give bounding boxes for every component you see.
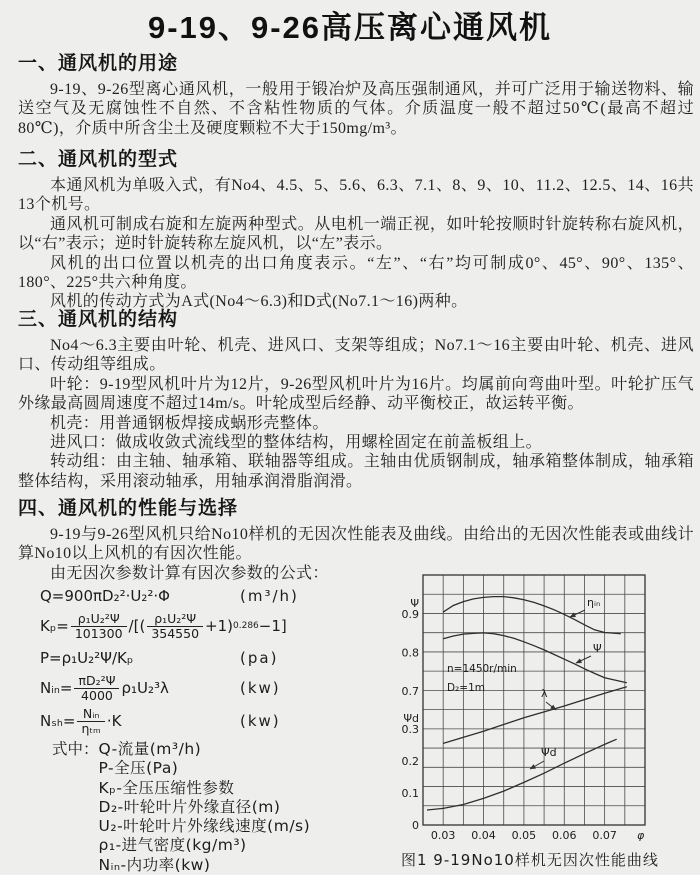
- chart-grid: [423, 575, 645, 825]
- paragraph: 通风机可制成右旋和左旋两种型式。从电机一端正视，如叶轮按顺时针旋转称右旋风机，以“右”表示；逆时针旋转称左旋风机，以“左”表示。: [18, 215, 694, 253]
- x-axis-label: φ: [637, 829, 645, 842]
- paragraph: 9-19与9-26型风机只给No10样机的无因次性能表及曲线。由给出的无因次性能表或曲线计算No10以上风机的有因次性能。: [18, 526, 694, 563]
- fraction-denominator: ηₜₘ: [81, 720, 101, 736]
- x-tick-label: 0.04: [471, 829, 496, 842]
- y-tick-label: 0.2: [401, 755, 419, 768]
- y-tick-label: 0: [412, 819, 419, 832]
- curve-label-arrow-psi-d: [530, 761, 544, 769]
- symbol-definition: D₂-叶轮叶片外缘直径(m): [98, 797, 281, 816]
- formula-unit: (kw): [240, 712, 281, 730]
- fraction-numerator: ρ₁U₂²Ψ: [147, 612, 203, 627]
- formula-text: ·K: [106, 712, 122, 730]
- curve-label-arrow-lambda: [546, 702, 556, 710]
- formula-row: [18, 585, 398, 607]
- curve-label-lambda: λ: [541, 687, 548, 700]
- y-axis-lower-label: Ψd: [403, 712, 419, 725]
- section-1: [18, 48, 694, 138]
- annotation-speed: n=1450r/min: [447, 663, 517, 675]
- formula-row: [18, 705, 398, 737]
- symbol-definition: Nᵢₙ-内功率(kw): [98, 855, 211, 874]
- formula-unit: (m³/h): [240, 587, 299, 605]
- curve-lambda: [443, 687, 627, 744]
- symbol-definition: P-全压(Pa): [98, 759, 179, 778]
- where-label: 式中：: [52, 740, 99, 758]
- formula-text: +1): [205, 617, 233, 635]
- document-title: 9-19、9-26高压离心通风机: [147, 10, 553, 45]
- section-heading: 三、通风机的结构: [18, 309, 179, 330]
- symbol-definition: ρ₁-进气密度(kg/m³): [98, 836, 247, 855]
- formula-text: P=ρ₁U₂²Ψ/Kₚ: [40, 649, 134, 667]
- fraction-numerator: πD₂²Ψ: [74, 674, 119, 689]
- x-tick-label: 0.05: [511, 829, 537, 842]
- symbol-definitions: [52, 740, 310, 875]
- section-3: [18, 304, 694, 491]
- y-tick-label: 0.9: [401, 608, 419, 621]
- formula-text: −1]: [258, 617, 287, 635]
- figure-caption: 图1 9-19No10样机无因次性能曲线: [401, 851, 659, 869]
- formula-fraction: [77, 707, 104, 736]
- y-tick-label: 0.7: [401, 685, 419, 699]
- paragraph: 转动组：由主轴、轴承箱、联轴器等组成。主轴由优质钢制成，轴承箱整体制成，轴承箱整体结构，采用滚动轴承，用轴承润滑脂润滑。: [18, 453, 694, 490]
- y-tick-label: 0.8: [401, 646, 419, 660]
- section-heading: 四、通风机的性能与选择: [18, 498, 239, 519]
- performance-figure: [395, 555, 700, 875]
- fraction-denominator: 4000: [81, 687, 113, 703]
- curve-psi: [443, 633, 627, 683]
- formula-text: Nₛₕ=: [40, 712, 76, 730]
- fraction-denominator: 101300: [74, 625, 123, 641]
- formula-row: [18, 607, 398, 645]
- curve-label-psi: Ψ: [593, 642, 602, 655]
- x-tick-label: 0.07: [592, 829, 617, 842]
- formula-exponent: 0.286: [233, 621, 259, 631]
- annotation-diameter: D₂=1m: [447, 682, 486, 694]
- formula-block: [18, 585, 398, 737]
- formula-text: ρ₁U₂³λ: [121, 679, 169, 697]
- paragraph: 由无因次参数计算有因次参数的公式：: [50, 564, 329, 582]
- fraction-denominator: 354550: [151, 625, 200, 641]
- paragraph: 叶轮：9-19型风机叶片为12片，9-26型风机叶片为16片。均属前向弯曲叶型。叶轮扩压气外缘最高圆周速度不超过14m/s。叶轮成型后经静、动平衡校正，故运转平衡。: [18, 375, 694, 413]
- section-heading: 二、通风机的型式: [18, 149, 179, 170]
- paragraph: 本通风机为单吸入式，有No4、4.5、5、5.6、6.3、7.1、8、9、10、11.2、12.5、14、16共13个机号。: [18, 177, 694, 214]
- paragraph: 风机的出口位置以机壳的出口角度表示。“左”、“右”均可制成0°、45°、90°、135°、180°、225°共六种角度。: [18, 254, 694, 292]
- formula-unit: (pa): [240, 649, 279, 667]
- y-axis-upper-label: Ψ: [410, 597, 419, 610]
- formula-text: Q=900πD₂²·U₂²·Φ: [40, 587, 170, 605]
- symbol-definition: U₂-叶轮叶片外缘线速度(m/s): [98, 817, 311, 836]
- chart-border: [423, 575, 645, 825]
- formula-fraction: [74, 674, 119, 703]
- paragraph: No4～6.3主要由叶轮、机壳、进风口、支架等组成；No7.1～16主要由叶轮、机壳、进风口、传动组等组成。: [18, 337, 694, 374]
- fraction-numerator: Nᵢₙ: [77, 707, 104, 722]
- formula-fraction: [71, 612, 127, 641]
- section-heading: 一、通风机的用途: [18, 53, 179, 74]
- formula-row: [18, 671, 398, 705]
- formula-row: [18, 645, 398, 671]
- y-tick-label: 0.3: [401, 723, 419, 736]
- curve-label-eta-in: ηᵢₙ: [587, 596, 601, 609]
- curve-label-psi-d: Ψd: [541, 746, 557, 759]
- formula-unit: (kw): [240, 679, 281, 697]
- paragraph: 进风口：做成收敛式流线型的整体结构，用螺栓固定在前盖板组上。: [50, 434, 543, 452]
- y-tick-label: 0.1: [401, 787, 419, 800]
- formula-text: /[(: [128, 617, 146, 635]
- curve-psi-d: [427, 739, 617, 810]
- formula-text: Nᵢₙ=: [40, 679, 73, 697]
- where-items: [99, 740, 311, 875]
- performance-chart: [395, 555, 700, 847]
- x-tick-label: 0.06: [552, 829, 577, 842]
- paragraph: 9-19、9-26型离心通风机，一般用于锻冶炉及高压强制通风，并可广泛用于输送物料、输送空气及无腐蚀性不自然、不含粘性物质的气体。介质温度一般不超过50℃(最高不超过80℃)，介质中所含尘土及硬度颗粒不大于150mg/m³。: [18, 81, 694, 137]
- paragraph: 风机的传动方式为A式(No4～6.3)和D式(No7.1～16)两种。: [50, 293, 468, 311]
- paragraph: 机壳：用普通钢板焊接成蜗形壳整体。: [50, 414, 329, 432]
- symbol-definition: Q-流量(m³/h): [98, 740, 202, 758]
- fraction-numerator: ρ₁U₂²Ψ: [71, 612, 127, 627]
- x-tick-label: 0.03: [430, 829, 456, 842]
- symbol-definition: Kₚ-全压压缩性参数: [98, 778, 235, 797]
- curve-label-arrow-psi: [576, 656, 591, 663]
- section-2: [18, 144, 694, 312]
- formula-text: Kₚ=: [40, 617, 69, 635]
- formula-fraction: [147, 612, 203, 641]
